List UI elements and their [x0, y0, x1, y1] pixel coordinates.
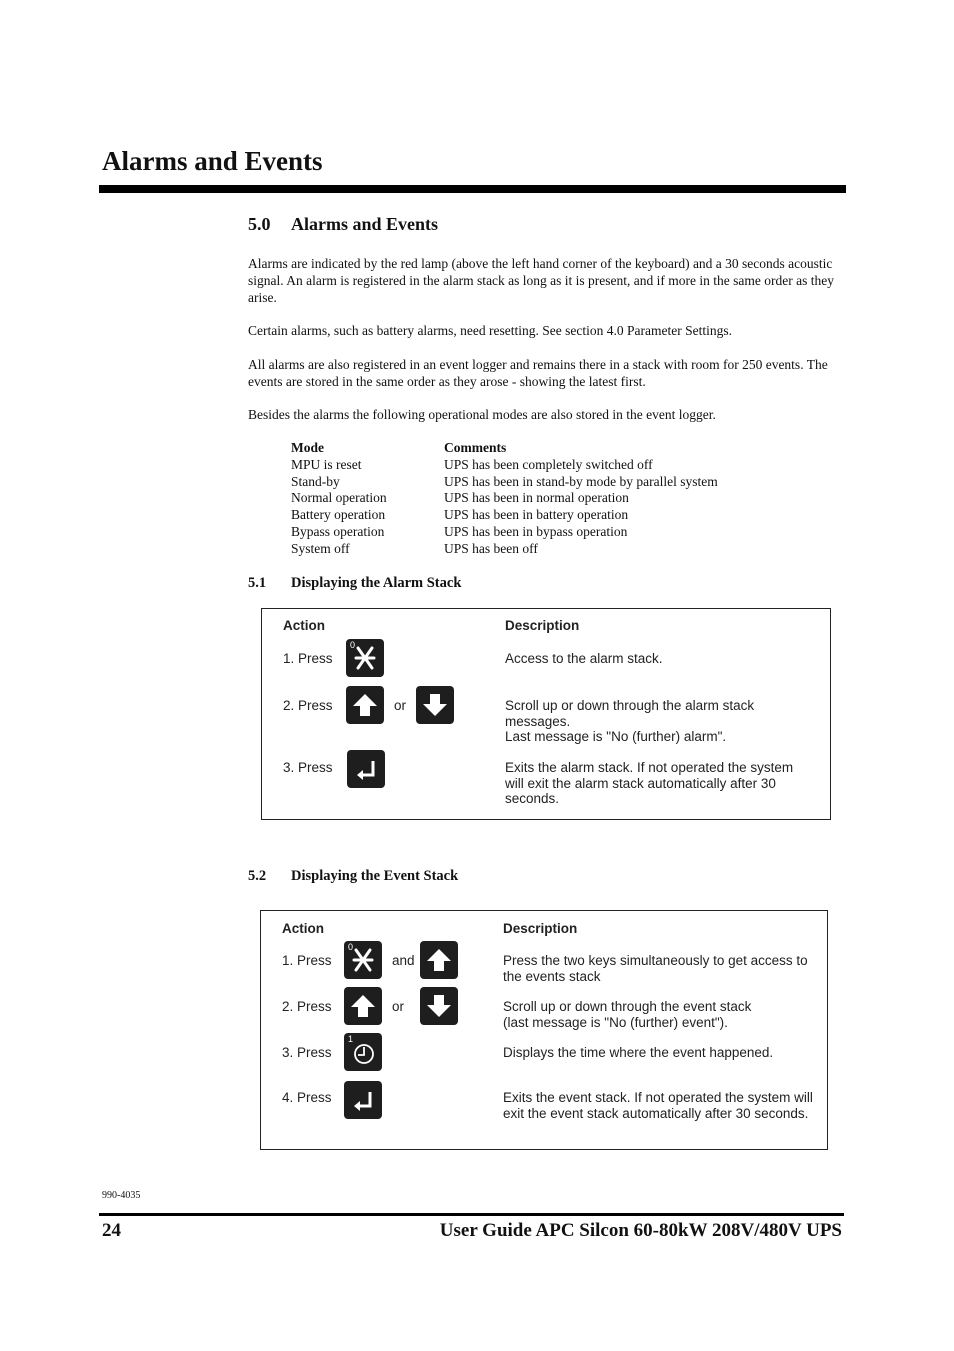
key-sublabel: 0: [348, 942, 354, 952]
event-stack-box: [260, 910, 828, 1150]
event-col-description: Description: [503, 921, 578, 936]
doc-number: 990-4035: [102, 1190, 141, 1201]
arrow-up-key-icon: [346, 686, 384, 724]
table-row: [291, 490, 718, 507]
enter-key-icon: [347, 750, 385, 788]
alarm-step-1-description: Access to the alarm stack.: [505, 651, 663, 666]
alarm-stack-title: Displaying the Alarm Stack: [291, 575, 462, 591]
alarm-step-2-connector: or: [394, 698, 407, 713]
alarm-step-2-description: Scroll up or down through the alarm stack messages. Last message is "No (further) alarm".: [505, 698, 755, 744]
header-rule: [99, 185, 846, 193]
event-step-2-description: Scroll up or down through the event stack (last message is "No (further) event").: [503, 999, 752, 1030]
footer-title: User Guide APC Silcon 60-80kW 208V/480V UPS: [439, 1220, 842, 1241]
alarm-step-2-label: 2. Press: [283, 698, 333, 713]
table-row: [291, 457, 718, 474]
alarm-col-action: Action: [283, 618, 325, 633]
modes-table: [291, 440, 718, 558]
paragraph-3: All alarms are also registered in an event logger and remains there in a stack with room for 250 events. The events are stored in the same order as they arose - showing the latest first.: [248, 357, 828, 389]
alarm-step-1-label: 1. Press: [283, 651, 333, 666]
alarm-step-3-label: 3. Press: [283, 760, 333, 775]
key-sublabel: 0: [350, 640, 356, 650]
arrow-up-key-icon: [344, 987, 382, 1025]
mode-cell: MPU is reset: [291, 456, 362, 472]
alarm-step-3-description: Exits the alarm stack. If not operated the system will exit the alarm stack automatically after 30 seconds.: [505, 760, 794, 806]
comment-cell: UPS has been in normal operation: [444, 490, 629, 506]
asterisk-key-icon: [346, 639, 384, 677]
event-stack-heading: [248, 868, 458, 885]
clock-key-icon: [344, 1033, 382, 1071]
event-stack-number: 5.2: [248, 868, 267, 884]
mode-cell: System off: [291, 540, 350, 556]
comment-cell: UPS has been in stand-by mode by parallel system: [444, 473, 718, 489]
table-row: [291, 541, 718, 558]
mode-cell: Stand-by: [291, 473, 340, 489]
paragraph-1: Alarms are indicated by the red lamp (above the left hand corner of the keyboard) and a 30 seconds acoustic signal. An alarm is registered in the alarm stack as long as it is present, and if more in the same order as they arise.: [248, 256, 834, 305]
asterisk-key-icon: [344, 941, 382, 979]
event-step-1-connector: and: [392, 953, 415, 968]
section-heading: [248, 214, 438, 235]
event-step-2-connector: or: [392, 999, 405, 1014]
section-title: Alarms and Events: [291, 214, 439, 234]
event-stack-title: Displaying the Event Stack: [291, 868, 459, 884]
event-step-4-label: 4. Press: [282, 1090, 332, 1105]
alarm-col-description: Description: [505, 618, 580, 633]
table-row: [291, 524, 718, 541]
comment-cell: UPS has been in bypass operation: [444, 523, 628, 539]
comment-cell: UPS has been in battery operation: [444, 507, 629, 523]
event-step-2-label: 2. Press: [282, 999, 332, 1014]
mode-cell: Bypass operation: [291, 523, 385, 539]
mode-cell: Battery operation: [291, 507, 386, 523]
paragraph-2: Certain alarms, such as battery alarms, need resetting. See section 4.0 Parameter Settings.: [248, 323, 732, 338]
modes-table-header: [291, 440, 718, 457]
table-row: [291, 507, 718, 524]
alarm-stack-heading: [248, 575, 461, 592]
alarm-stack-box: [261, 608, 831, 820]
arrow-up-key-icon: [420, 941, 458, 979]
event-step-3-label: 3. Press: [282, 1045, 332, 1060]
enter-key-icon: [344, 1081, 382, 1119]
key-sublabel: 1: [348, 1034, 354, 1044]
section-number: 5.0: [248, 214, 271, 234]
alarm-stack-number: 5.1: [248, 575, 267, 591]
arrow-down-key-icon: [416, 686, 454, 724]
footer-rule: [99, 1213, 844, 1216]
page-header: Alarms and Events: [102, 146, 323, 176]
comment-cell: UPS has been off: [444, 540, 538, 556]
mode-cell: Normal operation: [291, 490, 387, 506]
event-step-3-description: Displays the time where the event happened.: [503, 1045, 774, 1060]
event-col-action: Action: [282, 921, 324, 936]
event-step-1-label: 1. Press: [282, 953, 332, 968]
event-step-1-description: Press the two keys simultaneously to get access to the events stack: [503, 953, 808, 984]
modes-header-comments: Comments: [444, 440, 507, 455]
paragraph-4: Besides the alarms the following operational modes are also stored in the event logger.: [248, 407, 716, 422]
comment-cell: UPS has been completely switched off: [444, 456, 653, 472]
modes-header-mode: Mode: [291, 440, 324, 455]
page-number: 24: [102, 1220, 121, 1241]
event-step-4-description: Exits the event stack. If not operated the system will exit the event stack automatically after 30 seconds.: [503, 1090, 813, 1121]
arrow-down-key-icon: [420, 987, 458, 1025]
table-row: [291, 474, 718, 491]
